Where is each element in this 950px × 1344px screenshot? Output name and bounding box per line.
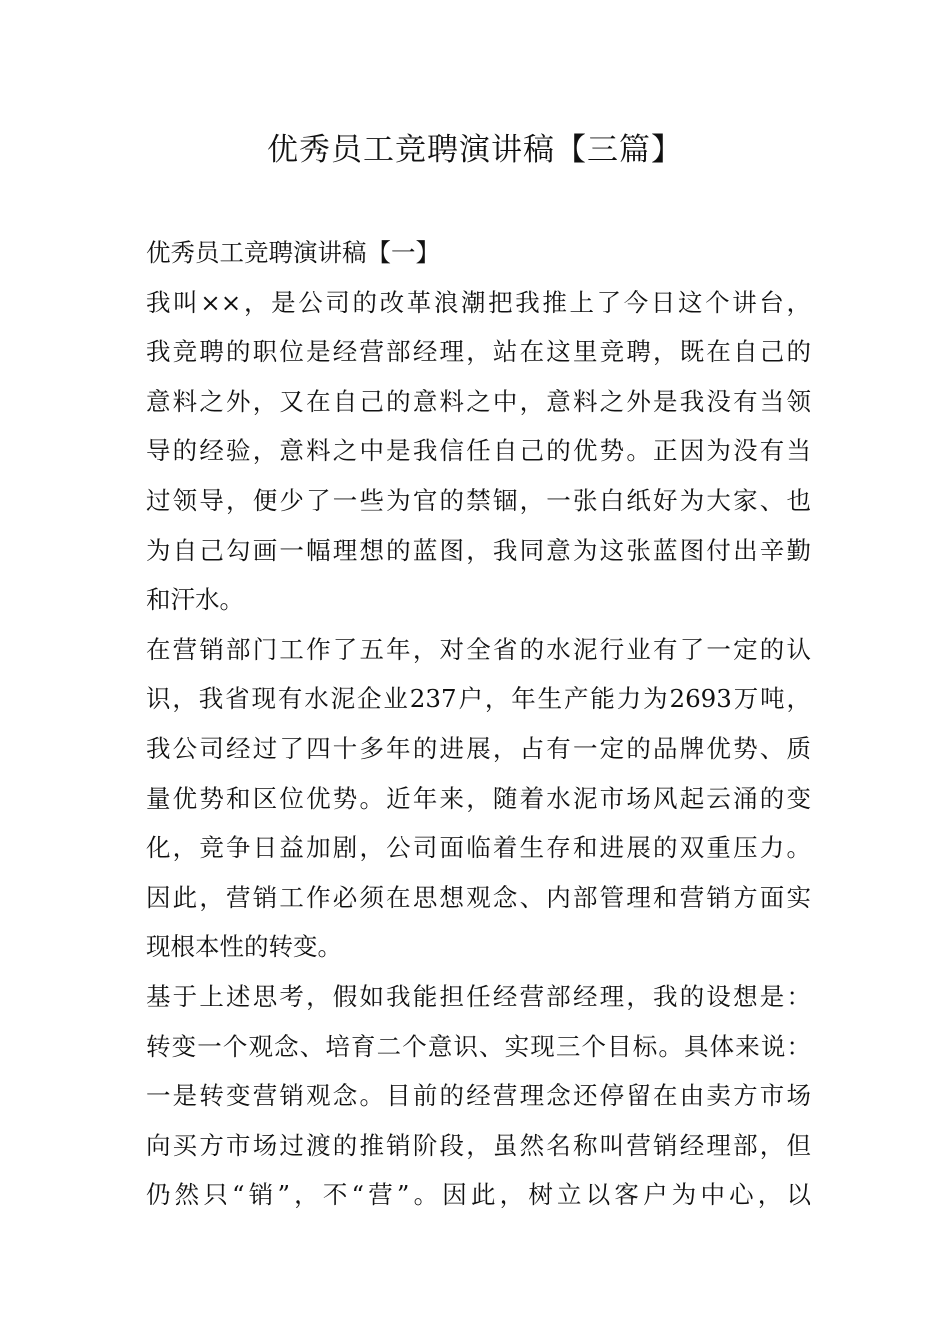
text-line: 在营销部门工作了五年，对全省的水泥行业有了一定的认 [146, 634, 811, 664]
text-line: 过领导，便少了一些为官的禁锢，一张白纸好为大家、也 [146, 485, 811, 515]
text-line: 意料之外，又在自己的意料之中，意料之外是我没有当领 [146, 386, 811, 416]
text-line: 和汗水。 [146, 585, 244, 615]
text-line: 我公司经过了四十多年的进展，占有一定的品牌优势、质 [146, 733, 811, 763]
text-line: 因此，营销工作必须在思想观念、内部管理和营销方面实 [146, 882, 811, 912]
text-line: 现根本性的转变。 [146, 932, 342, 962]
text-line: 化，竞争日益加剧，公司面临着生存和进展的双重压力。 [146, 833, 811, 863]
text-line: 优秀员工竞聘演讲稿【一】 [146, 238, 440, 267]
document-title: 优秀员工竞聘演讲稿【三篇】 [267, 132, 683, 168]
text-line: 转变一个观念、培育二个意识、实现三个目标。具体来说： [146, 1031, 811, 1061]
text-line: 我叫××，是公司的改革浪潮把我推上了今日这个讲台， [146, 287, 811, 317]
text-line: 基于上述思考，假如我能担任经营部经理，我的设想是： [146, 981, 811, 1011]
text-line: 量优势和区位优势。近年来，随着水泥市场风起云涌的变 [146, 783, 811, 813]
text-line: 我竞聘的职位是经营部经理，站在这里竞聘，既在自己的 [146, 337, 811, 367]
text-line: 一是转变营销观念。目前的经营理念还停留在由卖方市场 [146, 1081, 811, 1111]
document-body [146, 228, 811, 1220]
text-line: 向买方市场过渡的推销阶段，虽然名称叫营销经理部，但 [146, 1130, 811, 1160]
text-line: 仍然只“销”，不“营”。因此，树立以客户为中心，以 [146, 1180, 811, 1210]
text-line: 识，我省现有水泥企业237户，年生产能力为2693万吨， [146, 684, 811, 714]
text-line: 为自己勾画一幅理想的蓝图，我同意为这张蓝图付出辛勤 [146, 535, 811, 565]
text-line: 导的经验，意料之中是我信任自己的优势。正因为没有当 [146, 436, 811, 466]
